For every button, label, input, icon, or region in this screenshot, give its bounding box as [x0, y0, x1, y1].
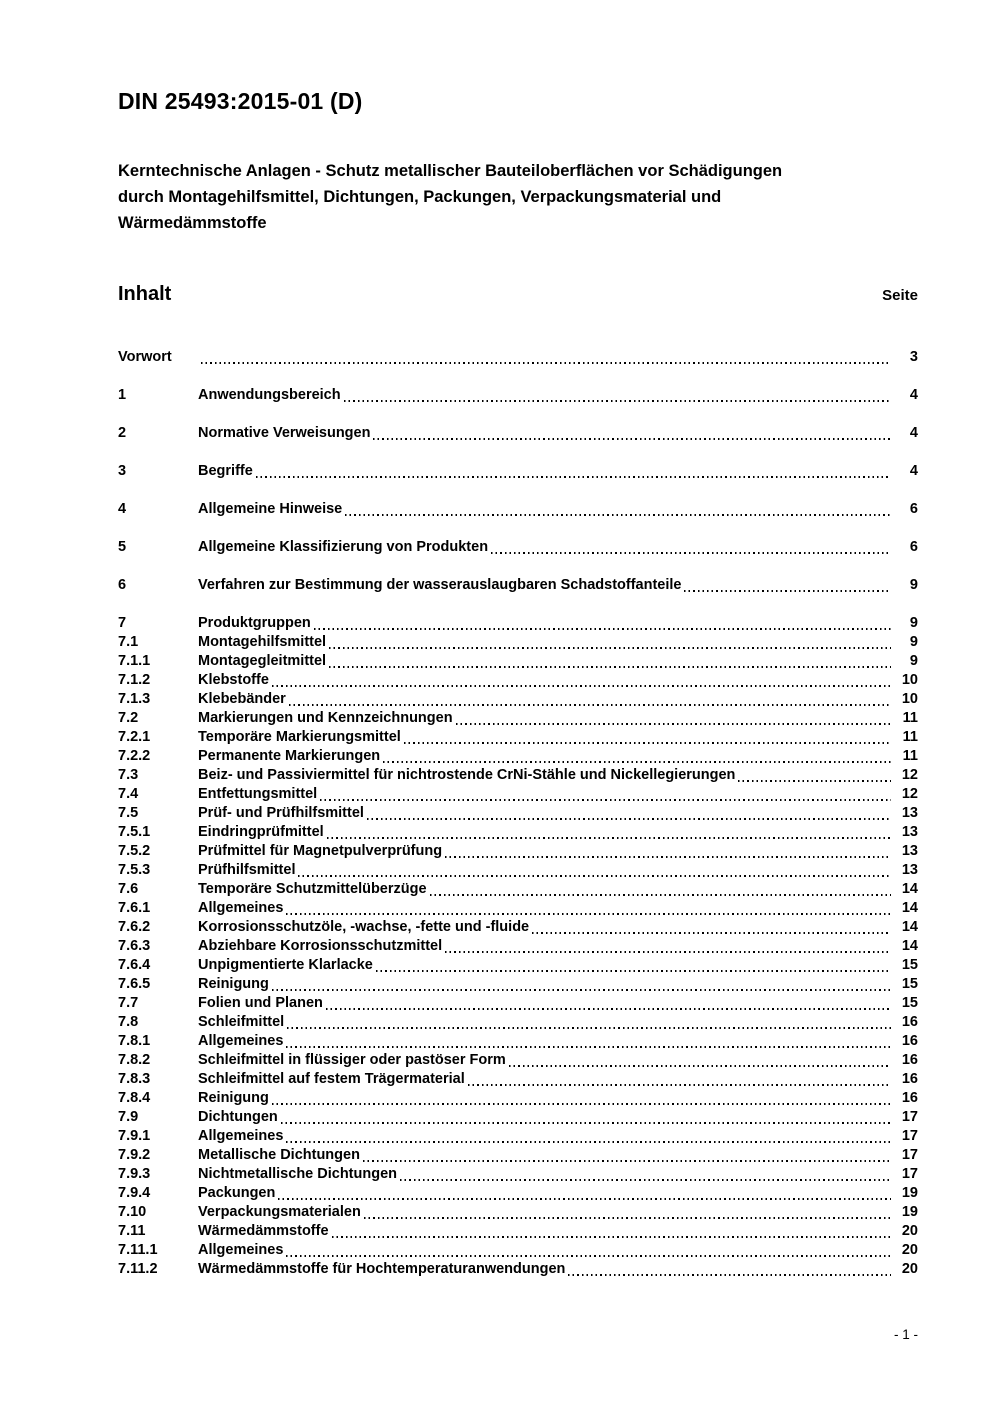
toc-entry-number: 7.6.1 [118, 900, 151, 916]
toc-entry-number: 7.9.2 [118, 1147, 151, 1163]
toc-entry [118, 937, 918, 956]
toc-entry-number: 7.9.4 [118, 1185, 151, 1201]
toc-entry [118, 956, 918, 975]
toc-leader-dots [532, 932, 891, 934]
page-number-footer: - 1 - [893, 1327, 918, 1342]
toc-entry-page: 14 [901, 881, 918, 897]
toc-entry-page: 17 [901, 1109, 918, 1125]
toc-leader-dots [256, 476, 891, 478]
toc-entry-number: 7.9 [118, 1109, 139, 1125]
toc-leader-dots [383, 761, 891, 763]
toc-entry-title: Allgemeine Klassifizierung von Produkten [198, 539, 489, 555]
toc-entry-number: 1 [118, 387, 127, 403]
toc-leader-dots [286, 1046, 891, 1048]
toc-entry-number: 5 [118, 539, 127, 555]
toc-entry-page: 20 [901, 1242, 918, 1258]
toc-entry-number: 7.8.1 [118, 1033, 151, 1049]
toc-entry-page: 11 [902, 748, 918, 764]
toc-entry [118, 424, 918, 443]
toc-leader-dots [329, 666, 891, 668]
toc-entry [118, 1051, 918, 1070]
toc-entry [118, 538, 918, 557]
toc-entry-number: 7.2.2 [118, 748, 151, 764]
toc-entry-page: 13 [901, 824, 918, 840]
toc-leader-dots [738, 780, 891, 782]
toc-entry-number: 7.6.3 [118, 938, 151, 954]
toc-entry [118, 386, 918, 405]
toc-entry-number: 6 [118, 577, 127, 593]
toc-entry-number: 7.2 [118, 710, 139, 726]
toc-entry-title: Beiz- und Passiviermittel für nichtrostende CrNi-Stähle und Nickellegierungen [198, 767, 736, 783]
toc-entry-title: Wärmedämmstoffe für Hochtemperaturanwendungen [198, 1261, 566, 1277]
toc-leader-dots [367, 818, 891, 820]
toc-entry-number: 2 [118, 425, 127, 441]
toc-entry [118, 690, 918, 709]
toc-leader-dots [373, 438, 891, 440]
contents-header-row [118, 283, 918, 306]
toc-entry-page: 15 [901, 957, 918, 973]
toc-entry [118, 348, 918, 367]
toc-entry-page: 12 [901, 786, 918, 802]
toc-entry-number: 7.4 [118, 786, 139, 802]
toc-entry-number: 7.8 [118, 1014, 139, 1030]
toc-leader-dots [201, 362, 891, 364]
toc-entry [118, 1241, 918, 1260]
toc-list [118, 348, 918, 1279]
toc-entry [118, 1203, 918, 1222]
document-title: DIN 25493:2015-01 (D) [118, 88, 363, 114]
toc-entry-number: Vorwort [118, 349, 172, 365]
toc-entry-title: Reinigung [198, 1090, 269, 1106]
toc-entry [118, 766, 918, 785]
toc-entry [118, 804, 918, 823]
toc-entry-page: 6 [909, 539, 918, 555]
toc-leader-dots [468, 1084, 891, 1086]
toc-entry-title: Metallische Dichtungen [198, 1147, 360, 1163]
toc-entry-page: 6 [909, 501, 918, 517]
toc-entry [118, 462, 918, 481]
toc-leader-dots [344, 400, 891, 402]
toc-entry-title: Permanente Markierungen [198, 748, 381, 764]
toc-entry-page: 4 [909, 387, 918, 403]
toc-leader-dots [404, 742, 891, 744]
toc-entry-title: Montagegleitmittel [198, 653, 327, 669]
toc-entry-page: 16 [901, 1071, 918, 1087]
toc-entry-number: 7.6 [118, 881, 139, 897]
document-subtitle [118, 158, 918, 236]
toc-entry [118, 918, 918, 937]
toc-leader-dots [456, 723, 891, 725]
toc-entry-title: Unpigmentierte Klarlacke [198, 957, 373, 973]
toc-entry [118, 880, 918, 899]
toc-entry-number: 7.11.1 [118, 1242, 158, 1258]
toc-leader-dots [684, 590, 891, 592]
toc-leader-dots [491, 552, 891, 554]
toc-entry-page: 3 [909, 349, 918, 365]
toc-entry [118, 1070, 918, 1089]
toc-entry [118, 861, 918, 880]
toc-entry-number: 7.5 [118, 805, 139, 821]
toc-entry-title: Begriffe [198, 463, 253, 479]
toc-entry-title: Folien und Planen [198, 995, 323, 1011]
toc-entry-title: Eindringprüfmittel [198, 824, 324, 840]
toc-leader-dots [509, 1065, 891, 1067]
toc-entry-page: 19 [901, 1204, 918, 1220]
toc-entry-number: 7.3 [118, 767, 139, 783]
toc-entry-title: Prüfhilfsmittel [198, 862, 296, 878]
toc-leader-dots [400, 1179, 891, 1181]
toc-entry-page: 16 [901, 1090, 918, 1106]
toc-leader-dots [568, 1274, 891, 1276]
toc-entry-title: Wärmedämmstoffe [198, 1223, 329, 1239]
toc-leader-dots [286, 1141, 891, 1143]
toc-entry-page: 4 [909, 463, 918, 479]
toc-entry [118, 633, 918, 652]
toc-entry-title: Produktgruppen [198, 615, 311, 631]
toc-entry-page: 11 [902, 729, 918, 745]
toc-entry [118, 994, 918, 1013]
toc-entry-number: 7.9.1 [118, 1128, 151, 1144]
toc-entry [118, 671, 918, 690]
toc-entry-title: Markierungen und Kennzeichnungen [198, 710, 453, 726]
toc-entry-number: 7.1.3 [118, 691, 151, 707]
toc-entry-title: Klebstoffe [198, 672, 269, 688]
toc-leader-dots [445, 951, 891, 953]
toc-entry-number: 7.1.1 [118, 653, 151, 669]
toc-entry-title: Verpackungsmaterialen [198, 1204, 361, 1220]
toc-leader-dots [430, 894, 891, 896]
toc-entry [118, 728, 918, 747]
toc-leader-dots [278, 1198, 891, 1200]
toc-entry-number: 7.1 [118, 634, 139, 650]
toc-entry [118, 652, 918, 671]
toc-entry [118, 1184, 918, 1203]
toc-entry [118, 1108, 918, 1127]
toc-entry-title: Prüf- und Prüfhilfsmittel [198, 805, 364, 821]
toc-entry-page: 9 [909, 615, 918, 631]
toc-leader-dots [327, 837, 891, 839]
toc-entry [118, 576, 918, 595]
toc-entry-number: 7.10 [118, 1204, 147, 1220]
toc-leader-dots [286, 913, 891, 915]
toc-entry-title: Schleifmittel in flüssiger oder pastöser Form [198, 1052, 506, 1068]
toc-entry-number: 7.2.1 [118, 729, 151, 745]
toc-entry-number: 4 [118, 501, 127, 517]
toc-leader-dots [445, 856, 891, 858]
toc-leader-dots [287, 1027, 891, 1029]
toc-entry-title: Anwendungsbereich [198, 387, 341, 403]
toc-entry [118, 785, 918, 804]
toc-entry-title: Korrosionsschutzöle, -wachse, -fette und -fluide [198, 919, 530, 935]
toc-entry-number: 7.11 [118, 1223, 146, 1239]
toc-entry-number: 7.6.2 [118, 919, 151, 935]
subtitle-line-2: durch Montagehilfsmittel, Dichtungen, Packungen, Verpackungsmaterial und [118, 188, 722, 206]
toc-entry-number: 7.8.2 [118, 1052, 151, 1068]
toc-entry-number: 7.5.2 [118, 843, 151, 859]
toc-entry-page: 12 [901, 767, 918, 783]
toc-entry-title: Reinigung [198, 976, 269, 992]
toc-entry-page: 4 [909, 425, 918, 441]
toc-entry-title: Allgemeine Hinweise [198, 501, 343, 517]
toc-entry-page: 14 [901, 919, 918, 935]
toc-leader-dots [376, 970, 891, 972]
toc-entry [118, 1089, 918, 1108]
toc-entry [118, 1127, 918, 1146]
toc-entry [118, 842, 918, 861]
toc-entry-title: Entfettungsmittel [198, 786, 318, 802]
toc-leader-dots [289, 704, 891, 706]
toc-entry-number: 7.1.2 [118, 672, 151, 688]
toc-entry-title: Allgemeines [198, 900, 284, 916]
toc-entry [118, 709, 918, 728]
toc-entry-page: 9 [909, 577, 918, 593]
toc-entry-page: 17 [901, 1147, 918, 1163]
toc-entry-title: Normative Verweisungen [198, 425, 371, 441]
toc-entry-page: 10 [901, 691, 918, 707]
toc-entry-number: 7.6.5 [118, 976, 151, 992]
toc-entry-page: 17 [901, 1166, 918, 1182]
toc-leader-dots [272, 685, 891, 687]
toc-entry-title: Allgemeines [198, 1242, 284, 1258]
toc-entry [118, 1032, 918, 1051]
toc-entry-page: 15 [901, 995, 918, 1011]
toc-leader-dots [272, 989, 891, 991]
toc-entry-page: 11 [902, 710, 918, 726]
subtitle-line-1: Kerntechnische Anlagen - Schutz metallischer Bauteiloberflächen vor Schädigungen [118, 162, 783, 180]
toc-entry-page: 9 [909, 634, 918, 650]
toc-entry-number: 7.6.4 [118, 957, 151, 973]
toc-leader-dots [364, 1217, 891, 1219]
toc-entry-number: 7.9.3 [118, 1166, 151, 1182]
toc-entry-page: 16 [901, 1052, 918, 1068]
toc-leader-dots [326, 1008, 891, 1010]
toc-entry-page: 9 [909, 653, 918, 669]
toc-entry-number: 7.7 [118, 995, 139, 1011]
toc-entry-page: 20 [901, 1261, 918, 1277]
contents-heading: Inhalt [118, 283, 172, 305]
toc-leader-dots [345, 514, 891, 516]
subtitle-line-3: Wärmedämmstoffe [118, 214, 267, 232]
toc-leader-dots [281, 1122, 891, 1124]
toc-entry-title: Abziehbare Korrosionsschutzmittel [198, 938, 443, 954]
toc-leader-dots [272, 1103, 891, 1105]
toc-entry-page: 10 [901, 672, 918, 688]
toc-entry-page: 14 [901, 900, 918, 916]
toc-entry-title: Schleifmittel auf festem Trägermaterial [198, 1071, 465, 1087]
toc-entry-number: 7.5.3 [118, 862, 151, 878]
toc-entry-page: 19 [901, 1185, 918, 1201]
toc-entry-number: 7.11.2 [118, 1261, 158, 1277]
toc-entry-title: Verfahren zur Bestimmung der wasserauslaugbaren Schadstoffanteile [198, 577, 682, 593]
toc-entry-number: 7.8.3 [118, 1071, 151, 1087]
toc-entry [118, 1165, 918, 1184]
toc-entry [118, 899, 918, 918]
toc-entry-title: Schleifmittel [198, 1014, 285, 1030]
toc-entry-title: Montagehilfsmittel [198, 634, 327, 650]
toc-entry-title: Temporäre Schutzmittelüberzüge [198, 881, 427, 897]
toc-entry-title: Allgemeines [198, 1128, 284, 1144]
toc-entry-title: Temporäre Markierungsmittel [198, 729, 401, 745]
toc-entry [118, 975, 918, 994]
toc-entry [118, 1260, 918, 1279]
toc-leader-dots [314, 628, 891, 630]
toc-leader-dots [286, 1255, 891, 1257]
toc-entry-page: 13 [901, 862, 918, 878]
page-column-label: Seite [882, 287, 918, 304]
toc-entry-number: 7.5.1 [118, 824, 151, 840]
toc-leader-dots [298, 875, 891, 877]
toc-entry-number: 7.8.4 [118, 1090, 151, 1106]
toc-entry [118, 1013, 918, 1032]
toc-entry-title: Allgemeines [198, 1033, 284, 1049]
toc-entry-title: Packungen [198, 1185, 276, 1201]
toc-entry-page: 17 [901, 1128, 918, 1144]
toc-entry-page: 16 [901, 1033, 918, 1049]
toc-entry-title: Dichtungen [198, 1109, 278, 1125]
toc-entry-page: 13 [901, 805, 918, 821]
toc-entry-title: Prüfmittel für Magnetpulverprüfung [198, 843, 443, 859]
toc-entry-page: 20 [901, 1223, 918, 1239]
toc-entry-page: 15 [901, 976, 918, 992]
toc-entry-number: 3 [118, 463, 127, 479]
toc-entry [118, 823, 918, 842]
toc-entry-title: Klebebänder [198, 691, 286, 707]
toc-entry-page: 13 [901, 843, 918, 859]
toc-leader-dots [329, 647, 891, 649]
toc-entry [118, 1222, 918, 1241]
toc-entry [118, 500, 918, 519]
toc-leader-dots [332, 1236, 891, 1238]
toc-leader-dots [320, 799, 891, 801]
toc-entry-page: 16 [901, 1014, 918, 1030]
toc-entry-title: Nichtmetallische Dichtungen [198, 1166, 398, 1182]
toc-entry-number: 7 [118, 615, 127, 631]
toc-entry-page: 14 [901, 938, 918, 954]
toc-entry [118, 1146, 918, 1165]
toc-entry [118, 614, 918, 633]
toc-entry [118, 747, 918, 766]
toc-leader-dots [363, 1160, 891, 1162]
